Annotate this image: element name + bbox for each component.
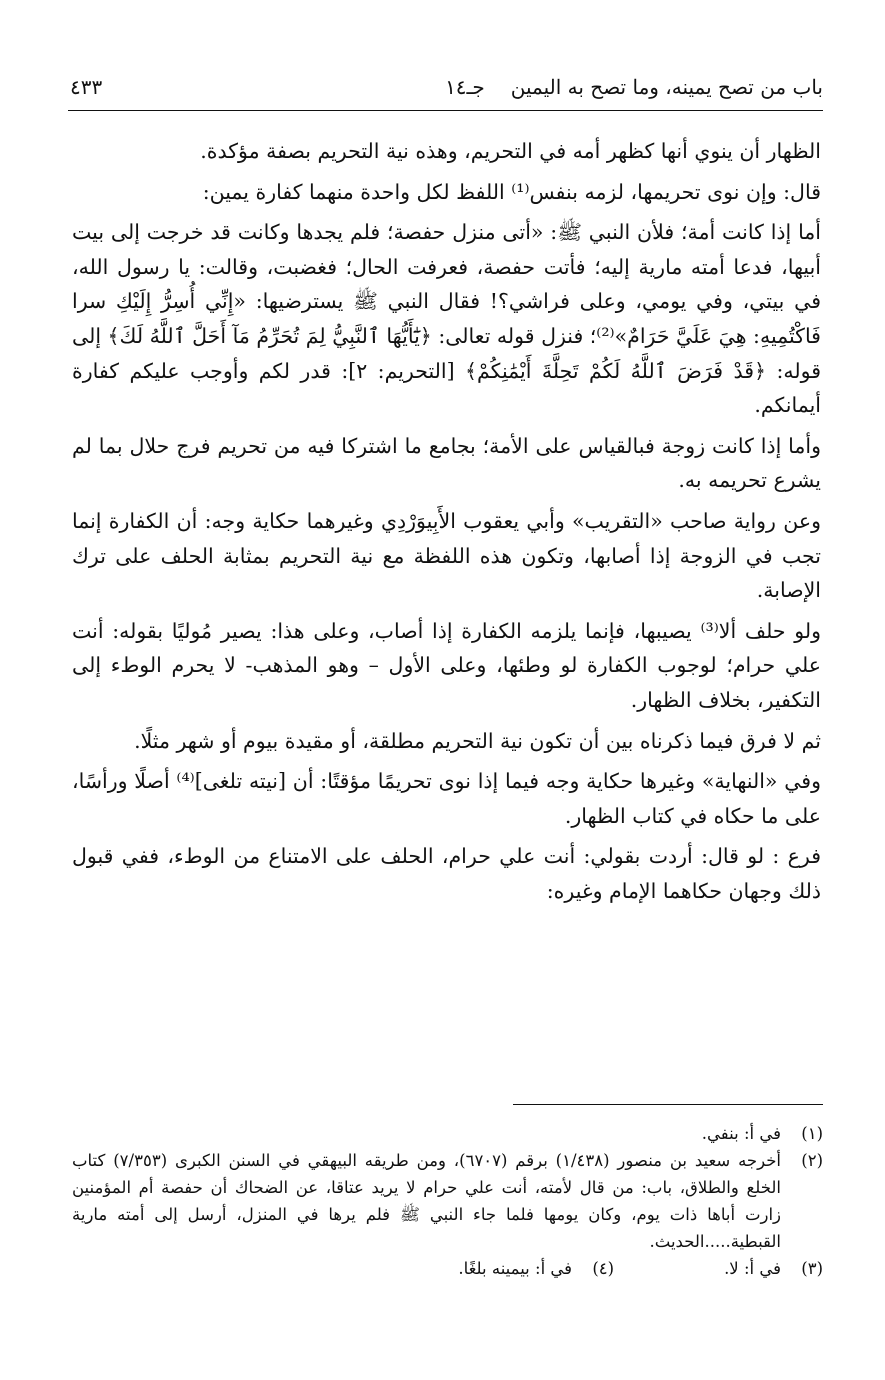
footnote-3 [724, 1255, 823, 1282]
footnote-number: (٢) [801, 1151, 823, 1170]
footnote-text: في أ: بيمينه بلغًا. [458, 1259, 573, 1278]
paragraph: ولو حلف ألا⁽³⁾ يصيبها، فإنما يلزمه الكفارة إذا أصاب، وعلى هذا: يصير مُوليًا بقوله: أنت علي حرام؛ لوجوب الكفارة لو وطئها، وعلى الأول – وهو المذهب- لا يحرم الوطء إلى التكفير، بخلاف الظهار. [72, 618, 821, 712]
paragraph: ثم لا فرق فيما ذكرناه بين أن تكون نية التحريم مطلقة، أو مقيدة بيوم أو شهر مثلًا. [134, 728, 821, 753]
paragraph: وعن رواية صاحب «التقريب» وأبي يعقوب الأَبِيوَرْدِي وغيرهما حكاية وجه: أن الكفارة إنما تجب في الزوجة إذا أصابها، وتكون هذه اللفظة مع نية التحريم بمثابة الحلف على ترك الإصابة. [72, 508, 821, 603]
footnote-text: أخرجه سعيد بن منصور (١/٤٣٨) برقم (٦٧٠٧)، ومن طريقه البيهقي في السنن الكبرى (٧/٣٥٣) كتاب الخلع والطلاق، باب: من قال لأمته، أنت علي حرام لا يريد عتاقا، عن الضحاك أن حفصة أم المؤمنين زارت أباها ذات يوم، وكان يومها فلما جاء النبي ﷺ فلم يرها في المنزل، أرسل إلى أمته مارية القبطية.....الحديث. [72, 1151, 782, 1251]
paragraph: أما إذا كانت أمة؛ فلأن النبي ﷺ: «أتى منزل حفصة؛ فلم يجدها وكانت قد خرجت إلى بيت أبيها، فدعا أمته مارية إليه؛ فأتت حفصة، فعرفت الحال؛ فغضبت، وقالت: يا رسول الله، في بيتي، وفي يومي، وعلى فراشي؟! فقال النبي ﷺ يسترضيها: «إِنِّي أُسِرُّ إِلَيْكِ سرا فَاكْتُمِيهِ: هِيَ عَلَيَّ حَرَامٌ»⁽²⁾؛ فنزل قوله تعالى: ﴿يَٰٓأَيُّهَا ٱلنَّبِيُّ لِمَ تُحَرِّمُ مَآ أَحَلَّ ٱللَّهُ لَكَ﴾ إلى قوله: ﴿قَدْ فَرَضَ ٱللَّهُ لَكُمْ تَحِلَّةَ أَيْمَٰنِكُمْ﴾ [التحريم: ٢]: قدر لكم وأوجب عليكم كفارة أيمانكم. [72, 220, 821, 418]
footnote-text: في أ: بنفي. [701, 1124, 781, 1143]
footnote-1 [72, 1120, 823, 1147]
footnote-number: (٣) [801, 1259, 823, 1278]
page-number: ٤٣٣ [70, 75, 103, 99]
paragraph: الظهار أن ينوي أنها كظهر أمه في التحريم، وهذه نية التحريم بصفة مؤكدة. [200, 139, 821, 163]
paragraph: فرع : لو قال: أردت بقولي: أنت علي حرام، الحلف على الامتناع من الوطء، ففي قبول ذلك وجهان حكاهما الإمام وغيره: [72, 844, 821, 903]
main-text [72, 134, 821, 914]
footnote-2 [72, 1147, 823, 1255]
footnotes [72, 1120, 823, 1282]
running-header [70, 68, 823, 106]
volume-label: جـ١٤ [445, 75, 485, 99]
header-title-group [445, 75, 823, 99]
paragraph: وأما إذا كانت زوجة فبالقياس على الأمة؛ بجامع ما اشتركا فيه من تحريم فرج حلال بما لم يشرع تحريمه به. [72, 433, 821, 493]
paragraph: قال: وإن نوى تحريمها، لزمه بنفس⁽¹⁾ اللفظ لكل واحدة منهما كفارة يمين: [202, 179, 821, 204]
footnote-row [72, 1255, 823, 1282]
footnote-number: (١) [801, 1124, 823, 1143]
footnote-4 [458, 1255, 614, 1282]
paragraph: وفي «النهاية» وغيرها حكاية وجه فيما إذا نوى تحريمًا مؤقتًا: أن [نيته تلغى]⁽⁴⁾ أصلًا ورأسًا، على ما حكاه في كتاب الظهار. [72, 769, 821, 828]
footnote-divider [513, 1104, 823, 1105]
footnote-text: في أ: لا. [724, 1259, 781, 1278]
header-divider [68, 110, 823, 111]
chapter-title: باب من تصح يمينه، وما تصح به اليمين [510, 75, 823, 99]
footnote-number: (٤) [592, 1259, 615, 1278]
